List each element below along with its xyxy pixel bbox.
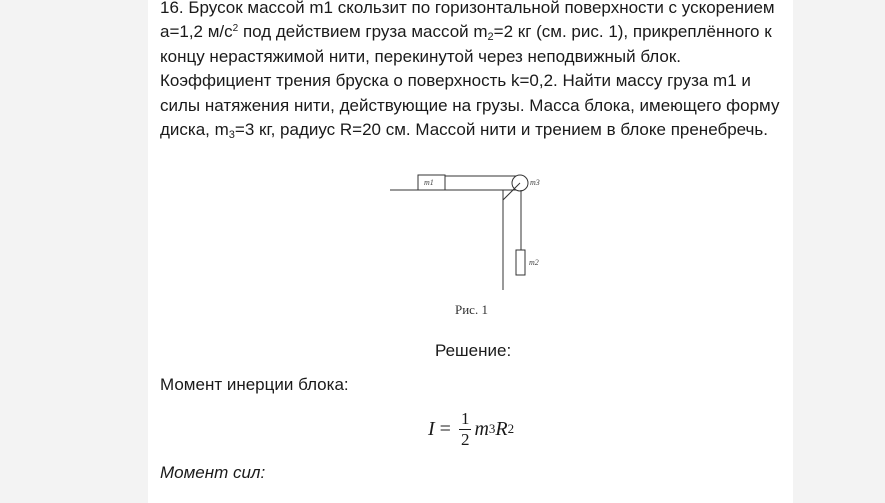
problem-line-2-sup: 2 [232, 23, 239, 35]
inertia-label: Момент инерции блока: [160, 375, 349, 394]
pulley-bracket [503, 183, 520, 200]
problem-line-5: силы натяжения нити, действующие на грузы. Масса блока, имеющего форму [160, 95, 780, 115]
formula-radius: R [495, 417, 508, 440]
inertia-formula [428, 404, 514, 454]
label-m2: m2 [529, 258, 539, 267]
solution-heading: Решение: [435, 341, 512, 360]
fraction-numerator: 1 [460, 408, 470, 428]
problem-line-2-sub: 2 [487, 31, 494, 44]
formula-fraction [459, 410, 472, 449]
problem-line-4: Коэффициент трения бруска о поверхность k=0,2. Найти массу груза m1 и [160, 71, 751, 91]
formula-radius-sup: 2 [507, 421, 515, 436]
moment-label: Момент сил: [160, 463, 266, 482]
problem-line-6b: =3 кг, радиус R=20 см. Массой нити и трением в блоке пренебречь. [234, 120, 768, 140]
formula-mass: m [474, 417, 489, 440]
problem-line-6a: диска, m [160, 120, 229, 140]
problem-line-6-sub: 3 [228, 129, 235, 142]
problem-line-2c: =2 кг (см. рис. 1), прикреплённого к [493, 22, 772, 42]
problem-statement [160, 0, 800, 142]
fraction-denominator: 2 [460, 429, 470, 449]
left-margin [0, 0, 148, 503]
problem-line-2a: a=1,2 м/с [160, 22, 233, 42]
problem-line-2b: под действием груза массой m [238, 22, 488, 42]
problem-line-3: концу нерастяжимой нити, перекинутой через неподвижный блок. [160, 46, 682, 66]
formula-lhs: I [428, 417, 435, 440]
label-m3: m3 [530, 178, 540, 187]
label-m1: m1 [424, 178, 434, 187]
problem-line-1: 16. Брусок массой m1 скользит по горизонтальной поверхности с ускорением [160, 0, 775, 17]
figure-caption: Рис. 1 [455, 302, 488, 317]
block-m2 [516, 250, 525, 275]
right-margin [793, 0, 885, 503]
pulley-diagram [390, 160, 560, 320]
formula-mass-sub: 3 [488, 421, 496, 436]
formula-equals: = [434, 417, 456, 440]
